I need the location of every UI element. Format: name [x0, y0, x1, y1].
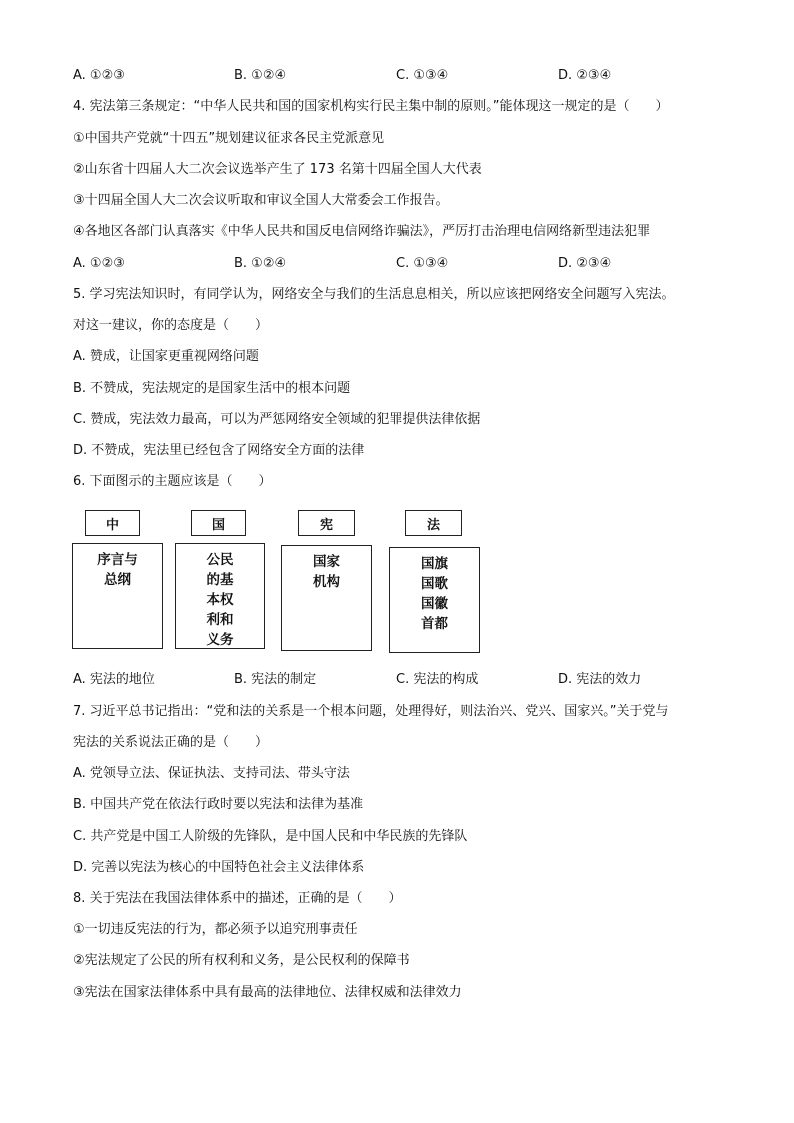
q3-option-d: D. ②③④ [558, 68, 612, 83]
diagram-box-institutions-label: 国家 机构 [313, 554, 340, 590]
diagram-header-guo: 国 [191, 510, 246, 536]
q8-item-3: ③宪法在国家法律体系中具有最高的法律地位、法律权威和法律效力 [73, 985, 462, 1000]
q8-item-2: ②宪法规定了公民的所有权利和义务，是公民权利的保障书 [73, 953, 410, 968]
q4-stem: 4. 宪法第三条规定：“中华人民共和国的国家机构实行民主集中制的原则。”能体现这一规定的是（ ） [73, 99, 669, 114]
q7-stem-line2: 宪法的关系说法正确的是（ ） [73, 735, 269, 750]
q4-option-a: A. ①②③ [73, 256, 125, 271]
q6-stem: 6. 下面图示的主题应该是（ ） [73, 474, 272, 489]
diagram-box-symbols-label: 国旗 国歌 国徽 首都 [421, 556, 448, 632]
q4-item-3: ③十四届全国人大二次会议听取和审议全国人大常委会工作报告。 [73, 193, 449, 208]
diagram-box-rights-label: 公民 的基 本权 利和 义务 [206, 552, 234, 648]
q4-item-4: ④各地区各部门认真落实《中华人民共和国反电信网络诈骗法》，严厉打击治理电信网络新型违法犯罪 [73, 224, 651, 239]
q7-option-c: C. 共产党是中国工人阶级的先锋队，是中国人民和中华民族的先锋队 [73, 829, 468, 844]
q3-option-b: B. ①②④ [234, 68, 287, 83]
q7-option-b: B. 中国共产党在依法行政时要以宪法和法律为基准 [73, 797, 364, 812]
diagram-header-fa: 法 [405, 510, 462, 536]
q6-option-c: C. 宪法的构成 [396, 672, 479, 687]
diagram-box-preamble [72, 543, 163, 649]
q5-option-a: A. 赞成，让国家更重视网络问题 [73, 349, 259, 364]
diagram-header-xian: 宪 [298, 510, 355, 536]
q5-stem-line1: 5. 学习宪法知识时，有同学认为，网络安全与我们的生活息息相关，所以应该把网络安全问题写入宪法。 [73, 287, 675, 302]
q4-option-c: C. ①③④ [396, 256, 449, 271]
diagram-box-symbols [389, 547, 480, 653]
q7-option-d: D. 完善以宪法为核心的中国特色社会主义法律体系 [73, 860, 365, 875]
q3-option-c: C. ①③④ [396, 68, 449, 83]
q6-option-a: A. 宪法的地位 [73, 672, 155, 687]
q8-item-1: ①一切违反宪法的行为，都必须予以追究刑事责任 [73, 922, 358, 937]
q4-item-2: ②山东省十四届人大二次会议选举产生了 173 名第十四届全国人大代表 [73, 162, 482, 177]
q7-option-a: A. 党领导立法、保证执法、支持司法、带头守法 [73, 766, 350, 781]
diagram-box-rights [175, 543, 265, 649]
q5-stem-line2: 对这一建议，你的态度是（ ） [73, 318, 269, 333]
q6-option-d: D. 宪法的效力 [558, 672, 642, 687]
diagram-box-preamble-label: 序言与 总纲 [97, 552, 138, 588]
q8-stem: 8. 关于宪法在我国法律体系中的描述，正确的是（ ） [73, 891, 402, 906]
q5-option-b: B. 不赞成，宪法规定的是国家生活中的根本问题 [73, 381, 351, 396]
q4-option-d: D. ②③④ [558, 256, 612, 271]
diagram-box-institutions [281, 545, 372, 651]
q6-option-b: B. 宪法的制定 [234, 672, 317, 687]
q5-option-d: D. 不赞成，宪法里已经包含了网络安全方面的法律 [73, 443, 365, 458]
q5-option-c: C. 赞成，宪法效力最高，可以为严惩网络安全领域的犯罪提供法律依据 [73, 412, 481, 427]
diagram-header-zhong: 中 [85, 510, 140, 536]
q7-stem-line1: 7. 习近平总书记指出：“党和法的关系是一个根本问题，处理得好，则法治兴、党兴、国家兴。”关于党与 [73, 704, 669, 719]
q4-item-1: ①中国共产党就“十四五”规划建议征求各民主党派意见 [73, 131, 385, 146]
q4-option-b: B. ①②④ [234, 256, 287, 271]
q3-option-a: A. ①②③ [73, 68, 125, 83]
